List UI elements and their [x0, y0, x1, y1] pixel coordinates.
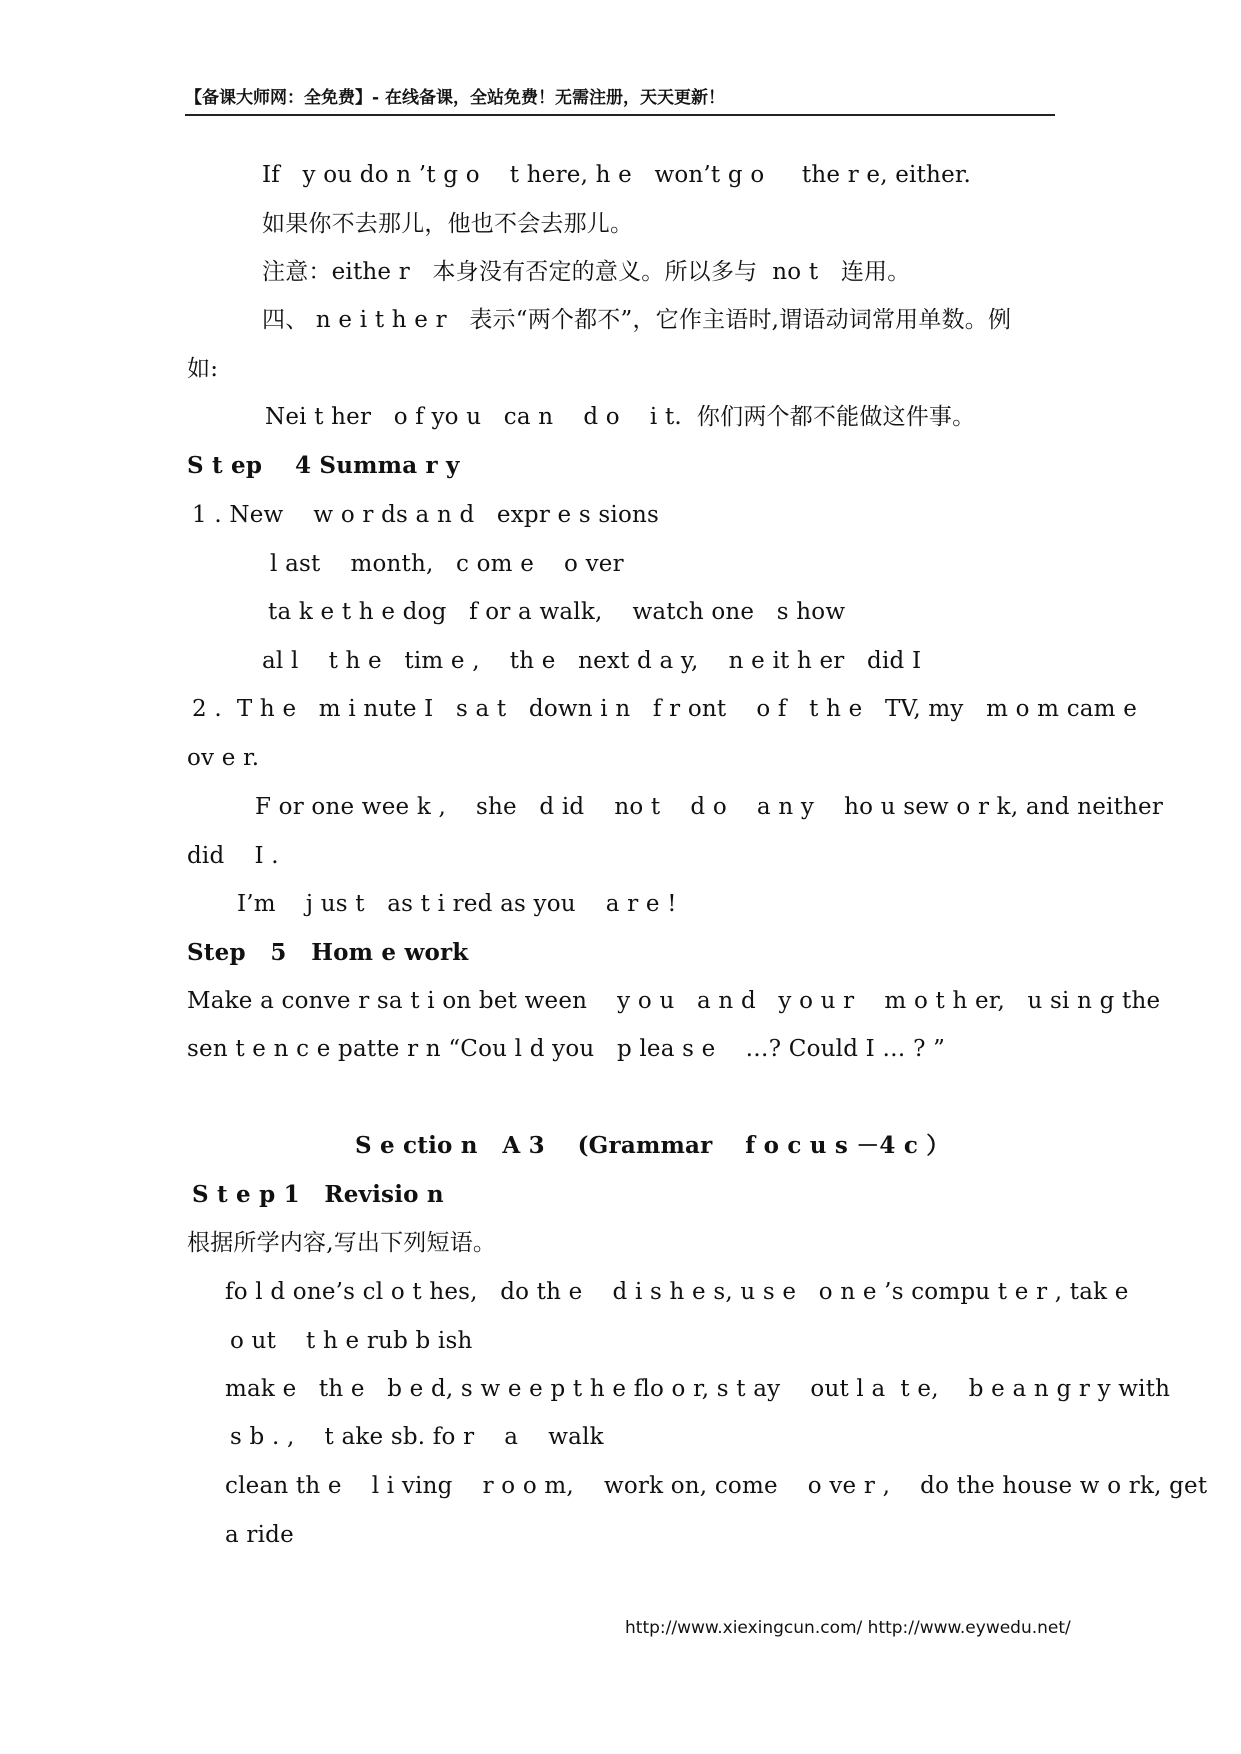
phrase-list: fo l d one’s cl o t hes, do th e d i s h e s, u s e o n e ’s compu t e r , tak e: [225, 1279, 1129, 1305]
header-banner: 【备课大师网：全免费】- 在线备课，全站免费！无需注册，天天更新！: [185, 88, 725, 108]
phrase-list: clean th e l i ving r o o m, work on, come o ve r , do the house w o rk, get: [225, 1473, 1208, 1499]
step-heading: S t e p 1 Revisio n: [192, 1181, 444, 1208]
example-sentence: F or one wee k , she d id no t d o a n y ho u sew o r k, and neither: [255, 794, 1164, 820]
homework-text: Make a conve r sa t i on bet ween y o u a n d y o u r m o t h er, u si n g the: [187, 988, 1161, 1014]
example-sentence: Nei t her o f yo u ca n d o i t. 你们两个都不能做这件事。: [265, 404, 976, 430]
phrase-list: l ast month, c om e o ver: [270, 551, 624, 577]
summary-item: 2 . T h e m i nute I s a t down i n f r ont o f t h e TV, my m o m cam e: [192, 696, 1138, 722]
phrase-list: ta k e t h e dog f or a walk, watch one s how: [268, 599, 846, 625]
header-divider: [185, 114, 1055, 116]
summary-item: 1 . New w o r ds a n d expr e s sions: [192, 502, 660, 528]
example-sentence: If y ou do n ’t g o t here, h e won’t g o the r e, either.: [262, 162, 972, 188]
example-translation: 如果你不去那儿，他也不会去那儿。: [262, 211, 634, 237]
note-text: 注意：eithe r 本身没有否定的意义。所以多与 no t 连用。: [262, 259, 911, 285]
instruction-text: 根据所学内容,写出下列短语。: [187, 1230, 497, 1256]
step-heading: Step 5 Hom e work: [187, 939, 469, 966]
phrase-list: mak e th e b e d, s w e e p t h e flo o r, s t ay out l a t e, b e a n g r y with: [225, 1376, 1171, 1402]
grammar-point: 四、 n e i t h e r 表示“两个都不”，它作主语时,谓语动词常用单数。例: [262, 307, 1012, 333]
grammar-point-continued: 如:: [187, 356, 219, 382]
summary-item-continued: ov e r.: [187, 745, 260, 771]
step-heading: S t ep 4 Summa r y: [187, 452, 460, 479]
phrase-list: al l t h e tim e , th e next d a y, n e it h er did I: [262, 648, 922, 674]
section-title: S e ctio n A 3 (Grammar f o c u s －4 c ）: [355, 1132, 950, 1159]
homework-text-continued: sen t e n c e patte r n “Cou l d you p lea s e …? Could I … ? ”: [187, 1036, 946, 1062]
phrase-list: a ride: [225, 1522, 294, 1548]
example-sentence-continued: did I .: [187, 843, 279, 869]
example-sentence: I’m j us t as t i red as you a r e !: [237, 891, 677, 917]
phrase-list: s b . , t ake sb. fo r a walk: [230, 1424, 604, 1450]
phrase-list: o ut t h e rub b ish: [230, 1328, 473, 1354]
footer-urls: http://www.xiexingcun.com/ http://www.eywedu.net/: [625, 1618, 1071, 1638]
